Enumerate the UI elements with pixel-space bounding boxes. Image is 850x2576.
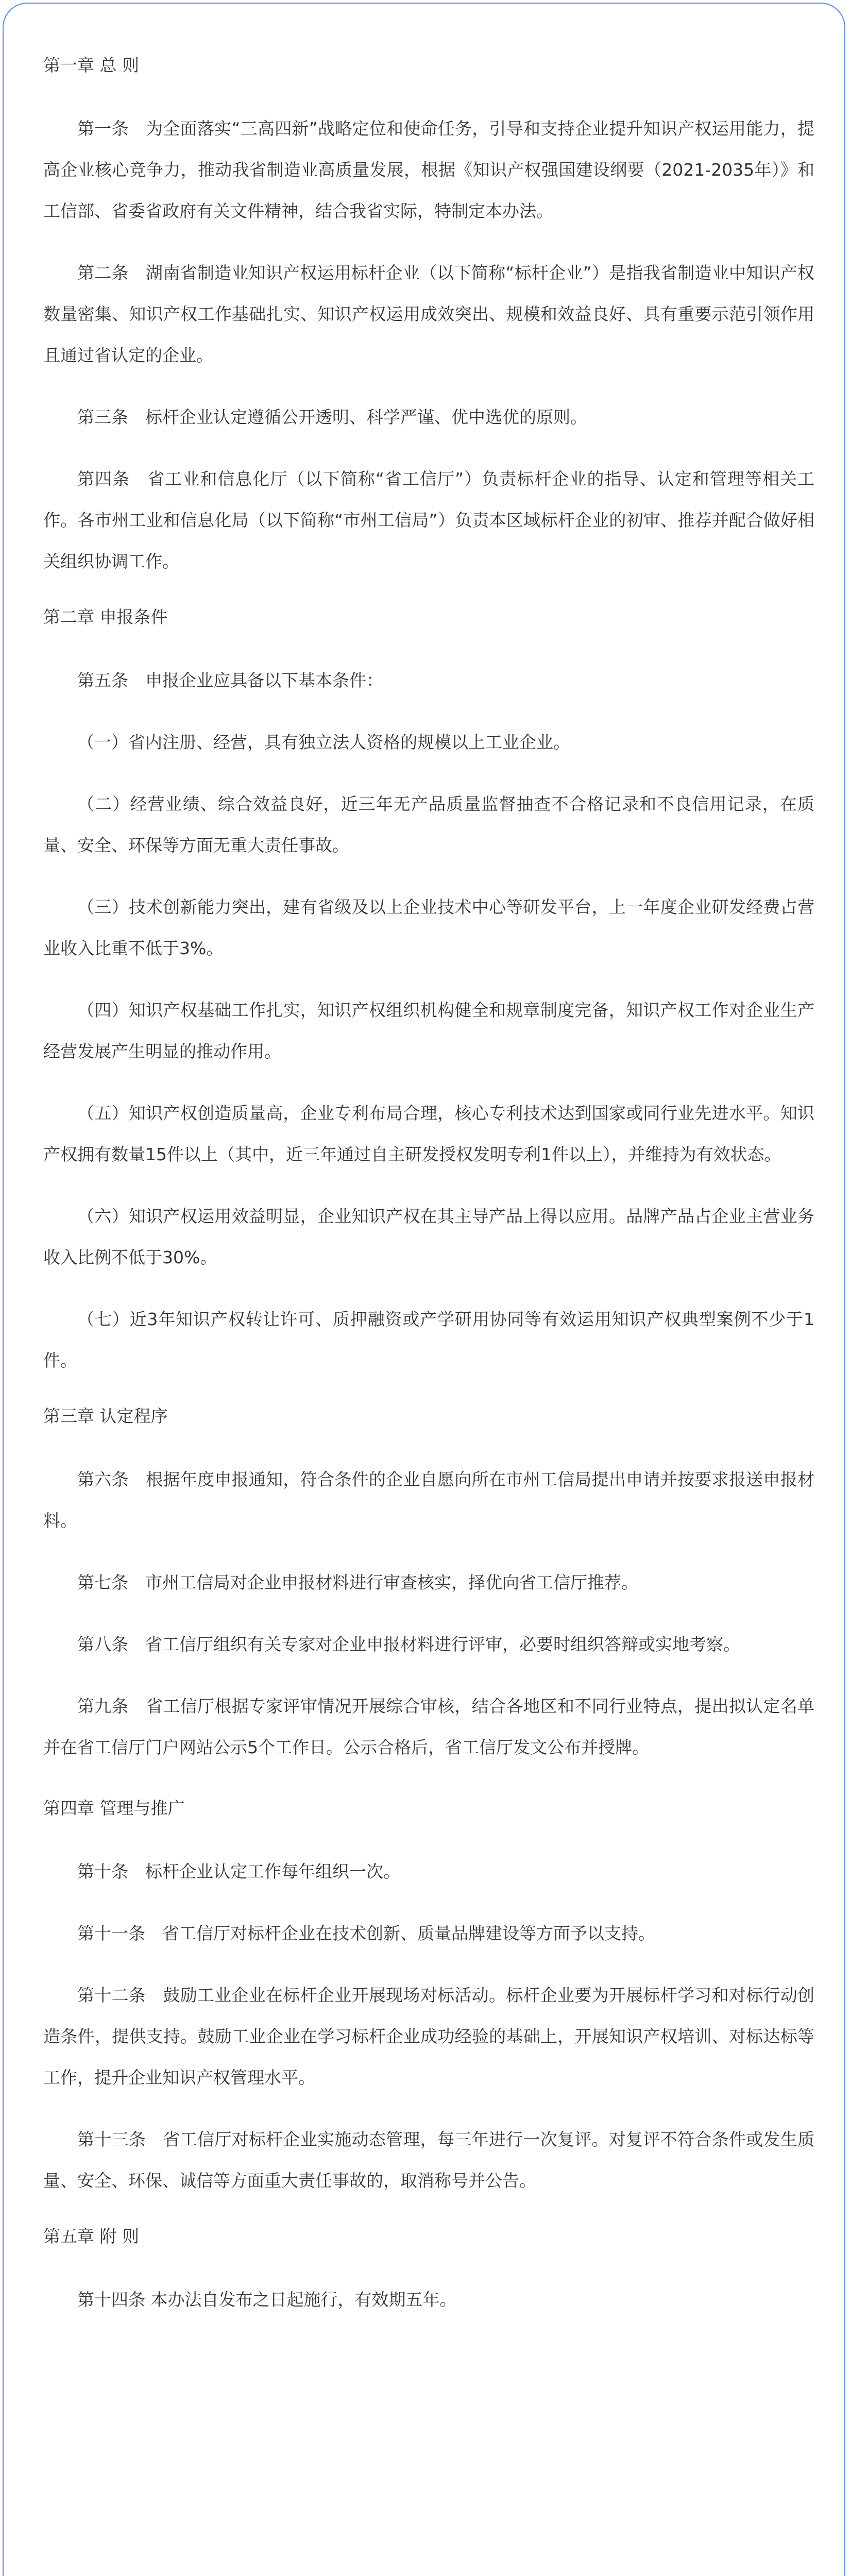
condition-2: （二）经营业绩、综合效益良好，近三年无产品质量监督抽查不合格记录和不良信用记录，在质量、安全、环保等方面无重大责任事故。 [43, 794, 814, 855]
condition-5: （五）知识产权创造质量高，企业专利布局合理，核心专利技术达到国家或同行业先进水平。知识产权拥有数量15件以上（其中，近三年通过自主研发授权发明专利1件以上），并维持为有效状态。 [43, 1103, 814, 1164]
article-9: 第九条 省工信厅根据专家评审情况开展综合审核，结合各地区和不同行业特点，提出拟认定名单并在省工信厅门户网站公示5个工作日。公示合格后，省工信厅发文公布并授牌。 [43, 1696, 814, 1757]
chapter-gap [43, 1789, 814, 1794]
chapter-4-title: 第四章 管理与推广 [43, 1798, 185, 1818]
chapter-3-title: 第三章 认定程序 [43, 1406, 168, 1426]
article-12: 第十二条 鼓励工业企业在标杆企业开展现场对标活动。标杆企业要为开展标杆学习和对标行动创造条件，提供支持。鼓励工业企业在学习标杆企业成功经验的基础上，开展知识产权培训、对标达标等工作，提升企业知识产权管理水平。 [43, 1985, 814, 2088]
condition-4: （四）知识产权基础工作扎实，知识产权组织机构健全和规章制度完备，知识产权工作对企业生产经营发展产生明显的推动作用。 [43, 1000, 814, 1061]
condition-1: （一）省内注册、经营，具有独立法人资格的规模以上工业企业。 [77, 732, 570, 752]
chapter-1-title: 第一章 总 则 [43, 55, 139, 75]
article-8: 第八条 省工信厅组织有关专家对企业申报材料进行评审，必要时组织答辩或实地考察。 [77, 1634, 740, 1654]
article-1: 第一条 为全面落实“三高四新”战略定位和使命任务，引导和支持企业提升知识产权运用能力，提高企业核心竞争力，推动我省制造业高质量发展，根据《知识产权强国建设纲要（2021-2035年）》和工信部、省委省政府有关文件精神，结合我省实际，特制定本办法。 [43, 118, 814, 221]
condition-7: （七）近3年知识产权转让许可、质押融资或产学研用协同等有效运用知识产权典型案例不少于1件。 [43, 1309, 814, 1370]
condition-3: （三）技术创新能力突出，建有省级及以上企业技术中心等研发平台，上一年度企业研发经费占营业收入比重不低于3%。 [43, 897, 814, 958]
document-body [43, 51, 814, 2341]
article-4: 第四条 省工业和信息化厅（以下简称“省工信厅”）负责标杆企业的指导、认定和管理等相关工作。各市州工业和信息化局（以下简称“市州工信局”）负责本区域标杆企业的初审、推荐并配合做好相关组织协调工作。 [43, 469, 814, 571]
article-5: 第五条 申报企业应具备以下基本条件： [77, 670, 383, 690]
article-2: 第二条 湖南省制造业知识产权运用标杆企业（以下简称“标杆企业”）是指我省制造业中知识产权数量密集、知识产权工作基础扎实、知识产权运用成效突出、规模和效益良好、具有重要示范引领作用且通过省认定的企业。 [43, 263, 814, 365]
article-7: 第七条 市州工信局对企业申报材料进行审查核实，择优向省工信厅推荐。 [77, 1572, 638, 1592]
article-6: 第六条 根据年度申报通知，符合条件的企业自愿向所在市州工信局提出申请并按要求报送申报材料。 [43, 1469, 814, 1531]
chapter-2-title: 第二章 申报条件 [43, 607, 168, 627]
document-frame [3, 3, 845, 2576]
article-13: 第十三条 省工信厅对标杆企业实施动态管理，每三年进行一次复评。对复评不符合条件或发生质量、安全、环保、诚信等方面重大责任事故的，取消称号并公告。 [43, 2129, 814, 2191]
article-11: 第十一条 省工信厅对标杆企业在技术创新、质量品牌建设等方面予以支持。 [77, 1923, 655, 1943]
condition-6: （六）知识产权运用效益明显，企业知识产权在其主导产品上得以应用。品牌产品占企业主营业务收入比例不低于30%。 [43, 1206, 814, 1267]
article-10: 第十条 标杆企业认定工作每年组织一次。 [77, 1861, 400, 1882]
article-3: 第三条 标杆企业认定遵循公开透明、科学严谨、优中选优的原则。 [77, 407, 587, 427]
article-14: 第十四条 本办法自发布之日起施行，有效期五年。 [77, 2290, 457, 2310]
chapter-5-title: 第五章 附 则 [43, 2226, 139, 2246]
